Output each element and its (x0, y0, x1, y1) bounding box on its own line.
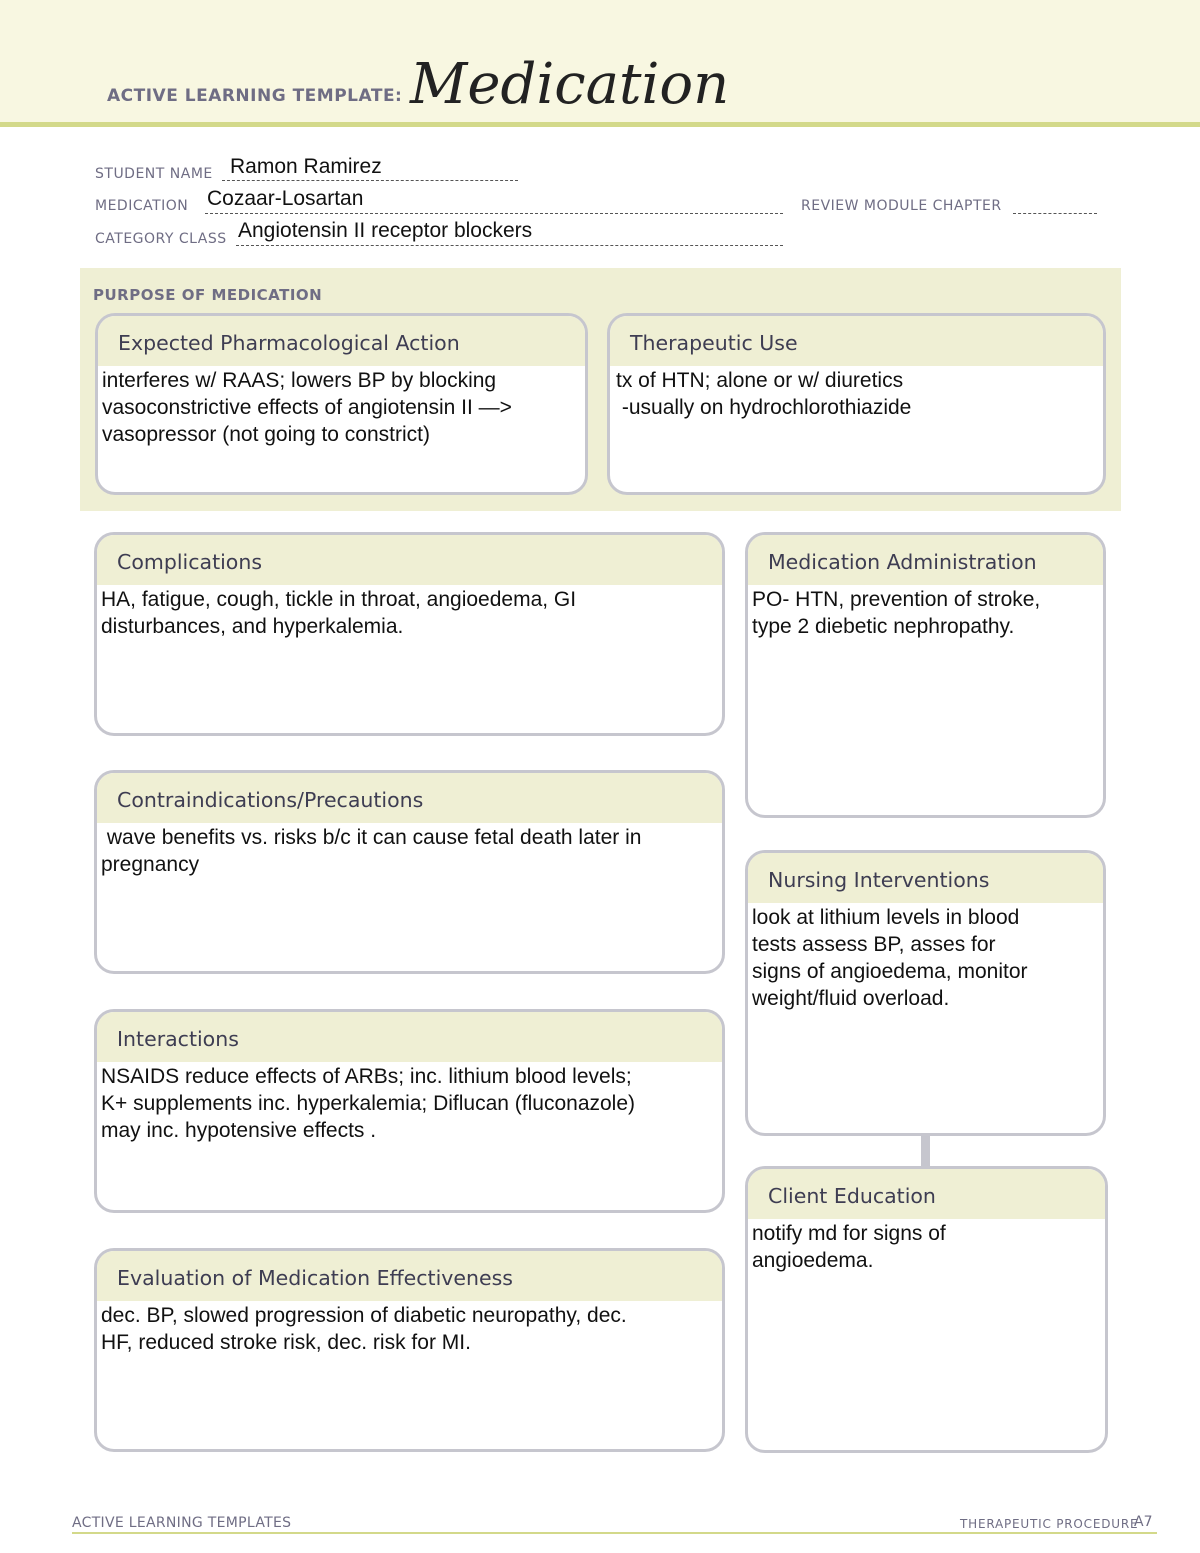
therapeutic-use-text[interactable]: tx of HTN; alone or w/ diuretics -usually on hydrochlorothiazide (616, 369, 912, 419)
category-class-label: CATEGORY CLASS (95, 231, 227, 247)
footer-left-label: ACTIVE LEARNING TEMPLATES (72, 1515, 292, 1531)
therapeutic-use-title: Therapeutic Use (610, 316, 1103, 366)
contraindications-title: Contraindications/Precautions (97, 773, 722, 823)
footer-right-label: THERAPEUTIC PROCEDURE (960, 1517, 1139, 1531)
medication-label: MEDICATION (95, 198, 189, 214)
contraindications-text[interactable]: wave benefits vs. risks b/c it can cause fetal death later in pregnancy (101, 826, 642, 876)
complications-box (94, 532, 725, 736)
box-connector (921, 1135, 930, 1166)
medication-line (205, 213, 783, 214)
expected-action-title: Expected Pharmacological Action (98, 316, 585, 366)
evaluation-text[interactable]: dec. BP, slowed progression of diabetic neuropathy, dec. HF, reduced stroke risk, dec. risk for MI. (101, 1304, 627, 1354)
evaluation-title: Evaluation of Medication Effectiveness (97, 1251, 722, 1301)
complications-text[interactable]: HA, fatigue, cough, tickle in throat, angioedema, GI disturbances, and hyperkalemia. (101, 588, 577, 638)
interactions-box (94, 1009, 725, 1213)
therapeutic-use-box (607, 313, 1106, 495)
expected-action-box (95, 313, 588, 495)
category-class-value[interactable]: Angiotensin II receptor blockers (238, 219, 533, 242)
student-name-line (222, 180, 518, 181)
category-class-line (236, 245, 783, 246)
complications-title: Complications (97, 535, 722, 585)
template-label: ACTIVE LEARNING TEMPLATE: (107, 86, 403, 106)
interactions-text[interactable]: NSAIDS reduce effects of ARBs; inc. lithium blood levels; K+ supplements inc. hyperkalemia; Diflucan (fluconazole) may inc. hypotensive effects . (101, 1065, 636, 1142)
medication-value[interactable]: Cozaar-Losartan (207, 187, 364, 210)
administration-text[interactable]: PO- HTN, prevention of stroke, type 2 diebetic nephropathy. (752, 588, 1041, 638)
footer-page-number: A7 (1134, 1514, 1153, 1530)
client-education-text[interactable]: notify md for signs of angioedema. (752, 1222, 946, 1272)
administration-title: Medication Administration (748, 535, 1103, 585)
administration-box (745, 532, 1106, 818)
evaluation-box (94, 1248, 725, 1452)
contraindications-box (94, 770, 725, 974)
nursing-interventions-text[interactable]: look at lithium levels in blood tests assess BP, asses for signs of angioedema, monitor weight/fluid overload. (752, 906, 1028, 1010)
review-module-label: REVIEW MODULE CHAPTER (801, 198, 1002, 214)
nursing-interventions-title: Nursing Interventions (748, 853, 1103, 903)
header-divider (0, 122, 1200, 127)
expected-action-text[interactable]: interferes w/ RAAS; lowers BP by blocking vasoconstrictive effects of angiotensin II —> vasopressor (not going to constrict) (102, 369, 512, 446)
student-name-label: STUDENT NAME (95, 166, 213, 182)
purpose-label: PURPOSE OF MEDICATION (93, 286, 323, 304)
student-name-value[interactable]: Ramon Ramirez (230, 155, 382, 178)
client-education-box (745, 1166, 1108, 1453)
client-education-title: Client Education (748, 1169, 1105, 1219)
interactions-title: Interactions (97, 1012, 722, 1062)
nursing-interventions-box (745, 850, 1106, 1136)
footer-divider (72, 1532, 1157, 1534)
template-title: Medication (410, 52, 730, 117)
review-module-line (1013, 213, 1097, 214)
